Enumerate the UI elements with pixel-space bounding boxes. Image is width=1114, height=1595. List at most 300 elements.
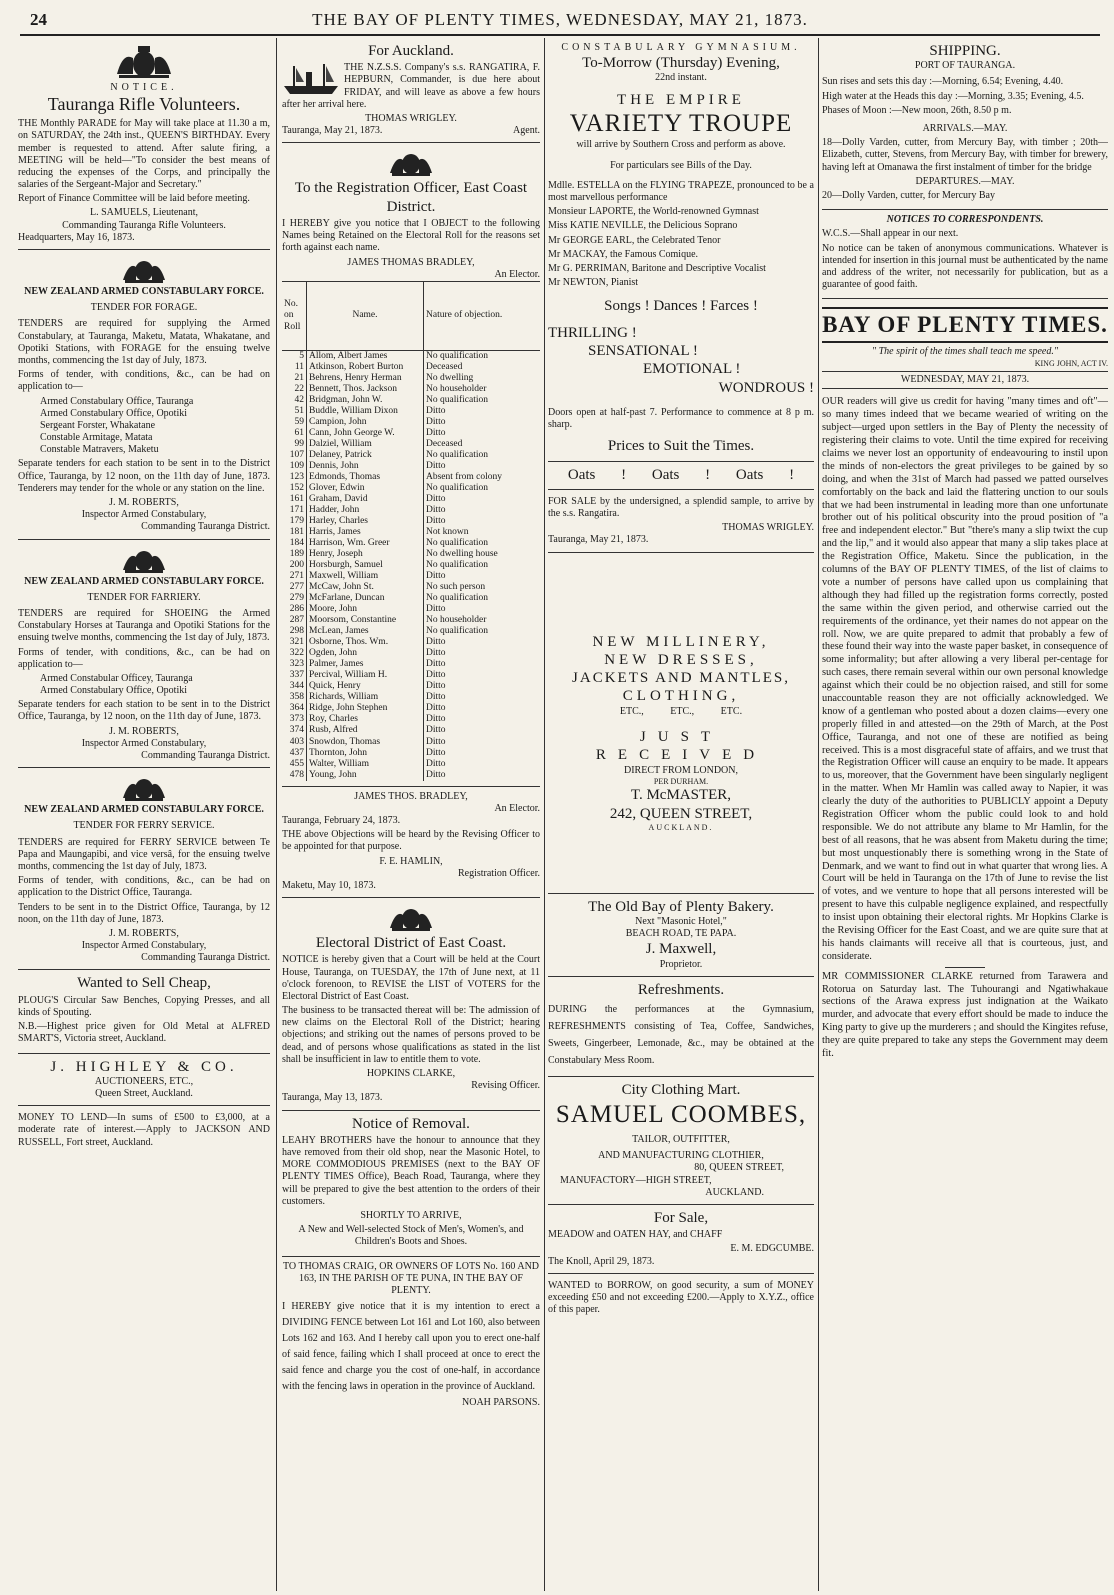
bakery-name: J. Maxwell, [645,941,717,958]
forsale-signer: E. M. EDGCUMBE. [730,1243,814,1255]
sell-heading: Wanted to Sell Cheap, [77,975,211,992]
forage-list-item: Armed Constabulary Office, Tauranga [40,395,194,407]
table-row [282,549,540,560]
bakery-road: BEACH ROAD, TE PAPA. [625,928,737,940]
oats-date: Tauranga, May 21, 1873. [548,534,649,546]
elector-name: Buddle, William Dixon [307,406,424,417]
forage-signer: J. M. ROBERTS, [109,497,179,509]
objection: Ditto [426,648,446,659]
table-row [282,615,540,626]
forage-forms: Forms of tender, with conditions, &c., can be had on application to— [18,369,270,393]
gym-heading: CONSTABULARY GYMNASIUM. [561,42,801,53]
forage-list-item: Sergeant Forster, Whakatane [40,419,156,431]
elector-name: Behrens, Henry Herman [307,373,424,384]
forage-sub: TENDER FOR FORAGE. [90,302,198,314]
hamlin-date: Maketu, May 10, 1873. [282,879,376,891]
roll-number: 109 [282,461,307,472]
gym-sensational: SENSATIONAL ! [588,342,698,359]
registration-heading: To the Registration Officer, East Coast District. [294,180,528,215]
roll-number: 11 [282,362,307,373]
rifle-heading: Tauranga Rifle Volunteers. [47,94,241,115]
objection: Ditto [426,703,446,714]
table-row [282,737,540,748]
farriery-tender [18,540,270,769]
roll-number: 123 [282,472,307,483]
bakery-ad [548,894,814,977]
crest-icon [119,546,169,574]
objection: No qualification [426,538,488,549]
craig-heading: TO THOMAS CRAIG, OR OWNERS OF LOTS No. 160 AND 163, IN THE PARISH OF TE PUNA, IN THE BAY OF PLENTY. [282,1260,540,1296]
editorial-paragraph: MR COMMISSIONER CLARKE returned from Tarawera and Rotorua on Saturday last. The Tuhourangi and Ngatiwhakaue sections of the Arawa express just indignation at the Waikato murder, and advocate that every effort should be made to induce the King party to give up the murderers ; and should the Kingites refuse, they are quite prepared to take any steps the Government may deem fit. [822,970,1108,1059]
ferry-signer: J. M. ROBERTS, [109,927,179,939]
roll-number: 374 [282,725,307,736]
crest-icon [386,149,436,177]
roll-number: 358 [282,692,307,703]
column-4 [822,38,1108,1591]
ferry-signer-t2: Commanding Tauranga District. [141,952,270,964]
col-no-header: No. on Roll [282,281,307,350]
registration-notice [282,143,540,786]
editorial-paragraph: OUR readers will give us credit for having "many times and oft"—so many times indeed that we became wearied of writing on the subject—urged upon settlers in the Bay of Plenty the necessity of registering their claims to vote. Until the time expired for receiving claims we never lost an opportunity of endeavouring to instil upon the minds of non-electors the great privileges to be gained by so doing, and when the 31st of March had passed we patted ourselves comfortably on the back and laid the flattering unction to our souls that we had been instrumental in leading more than one unfortunate brother out of his political obscurity into the proud position of "a free and independent elector." But "there's many a slip twixt the cup and the lip," and it would also appear that many a slip takes place at the Registration Office, Maketu. Since the publication, in the columns of the BAY OF PLENTY TIMES, of the list of claims to vote a number of persons have called upon us complaining that although they had filled up the registration forms correctly, posted the same within the given period, and otherwise carried out the requirements of the ordinance, yet their names do not appear on the roll. Now, we are quite prepared to admit that probably a few of these found their way into the waste paper basket, in consequence of some informality; but after allowing a very liberal per-centage for such cases, there remain several within our own personal knowledge against which their could be no objection raised, and still for some unaccountable reason they are not officially acknowledged. We know of a gentleman who posted about a dozen claims—every one properly filled in and attested—on the 29th of March, at the Post Office, Tauranga, and not one of these are notified as being received. This is a most disgraceful state of affairs, and we trust that the Registration Officer will cause an enquiry to be made. It appears to us, moreover, that the Government have been singularly negligent in the matter. When Mr Hamlin was called away to Napier, it was clearly the duty of the authorities to PUBLICLY appoint a Deputy Registration Officer whom the public could look to and hold responsible. We do not attribute any blame to Mr Hamlin, for the best of all reasons, that he was absent from Maketu during the time; but most unquestionably there is something wrong in the State of Denmark, and we want to find out in what quarter that wrong lies. A Court will be held in Tauranga on the 17th of June to revise the list of votes, and we venture to hope that all persons interested will be present to have this culpable negligence explained, and respectfully to insist upon obtaining their electoral rights. Mr Hopkins Clarke is the Revising Officer for the East Coast, and we are quite sure that at his hands claimants will receive all that is courteous, just, and considerate. [822,396,1108,962]
roll-number: 344 [282,681,307,692]
column-2 [282,38,540,1591]
removal-heading: Notice of Removal. [352,1115,470,1132]
table-row [282,439,540,450]
table-row [282,538,540,549]
clothing-city: AUCKLAND. [705,1186,764,1198]
elector-name: Roy, Charles [307,714,424,725]
elector-name: Ogden, John [307,648,424,659]
objection: No qualification [426,593,488,604]
clothing-addr2: MANUFACTORY—HIGH STREET, [560,1174,712,1186]
roll-number: 298 [282,626,307,637]
forage-tender [18,250,270,540]
farriery-separate: Separate tenders for each station to be sent in to the District Office, Tauranga, by 12 noon, on the 11th day of June, 1873. [18,699,270,723]
corr-heading: NOTICES TO CORRESPONDENTS. [886,214,1044,226]
objection: Ditto [426,736,446,747]
refresh-body: DURING the performances at the Gymnasium, REFRESHMENTS consisting of Tea, Coffee, Sandwiches, Sweets, Gingerbeer, Lemonade, &c., may be obtained at the Constabulary Mess Room. [548,1004,814,1067]
page-header [20,4,1100,36]
millinery-l2: NEW DRESSES, [604,651,758,668]
objection: Ditto [426,637,446,648]
objection: No householder [426,615,487,626]
auckland-body: THE N.Z.S.S. Company's s.s. RANGATIRA, F. HEPBURN, Commander, is due here about FRIDAY, and will leave as above a few hours after her arrival here. [282,62,540,110]
elector-name: Harris, James [307,527,424,538]
masthead [822,299,1108,394]
table-row [282,362,540,373]
table-row [282,593,540,604]
forage-list-item: Constable Armitage, Matata [40,432,153,444]
table-row [282,516,540,527]
table-row [282,505,540,516]
column-rule [544,38,545,1591]
divider [945,967,985,968]
roll-number: 322 [282,648,307,659]
objection: No dwelling house [426,549,498,560]
elector-name: Graham, David [307,494,424,505]
oats-ad [548,462,814,490]
objection: Ditto [426,714,446,725]
ferry-heading: NEW ZEALAND ARMED CONSTABULARY FORCE. [24,804,264,816]
newspaper-title: THE BAY OF PLENTY TIMES, WEDNESDAY, MAY 21, 1873. [312,10,808,29]
roll-number: 179 [282,516,307,527]
roll-number: 287 [282,615,307,626]
elector-name: Henry, Joseph [307,549,424,560]
gym-prices: Prices to Suit the Times. [607,438,755,455]
objection-table-body [282,350,540,780]
forage-list-item: Constable Matravers, Maketu [40,444,159,456]
roll-number: 277 [282,582,307,593]
elector-name: Bridgman, John W. [307,395,424,406]
elector-name: Glover, Edwin [307,483,424,494]
forage-list-item: Armed Constabulary Office, Opotiki [40,407,188,419]
electoral-date: Tauranga, May 13, 1873. [282,1092,383,1104]
oats-heading: Oats ! Oats ! Oats ! [567,466,795,483]
bradley-date: Tauranga, February 24, 1873. [282,814,401,826]
objection: No qualification [426,483,488,494]
elector-name: Snowdon, Thomas [307,737,424,748]
objection: Ditto [426,604,446,615]
rifle-dateline: Headquarters, May 16, 1873. [18,231,135,243]
corr-body: No notice can be taken of anonymous communications. Whatever is intended for insertion in this journal must be authenticated by the name and address of the writer, not necessarily for publication, but as a guarantee of good faith. [822,242,1108,291]
clothing-ad [548,1077,814,1205]
clothing-heading: City Clothing Mart. [621,1082,741,1099]
table-row [282,582,540,593]
table-row [282,472,540,483]
table-row [282,450,540,461]
elector-name: Dennis, John [307,461,424,472]
elector-name: Dalziel, William [307,439,424,450]
performer: Monsieur LAPORTE, the World-renowned Gymnast [548,206,759,218]
fence-notice [282,1257,540,1415]
table-row [282,748,540,759]
ferry-tender [18,768,270,970]
removal-arrive: SHORTLY TO ARRIVE, [360,1210,462,1222]
objection: No householder [426,384,487,394]
removal-notice [282,1111,540,1257]
electoral-notice [282,898,540,1111]
electoral-signer: HOPKINS CLARKE, [366,1068,456,1080]
performer: Mr G. PERRIMAN, Baritone and Descriptive Vocalist [548,262,766,274]
farriery-forms: Forms of tender, with conditions, &c., can be had on application to— [18,646,270,670]
gym-particulars: For particulars see Bills of the Day. [610,159,752,171]
roll-number: 5 [282,350,307,362]
highley-name: J. HIGHLEY & CO. [50,1058,238,1075]
farriery-list-item: Armed Constabulary Office, Opotiki [40,685,188,697]
for-sale-ad [548,1205,814,1274]
objection: No qualification [426,626,488,637]
registration-role: An Elector. [494,268,540,280]
elector-name: Atkinson, Robert Burton [307,362,424,373]
elector-name: Allom, Albert James [307,350,424,362]
table-row [282,770,540,781]
craig-signer: NOAH PARSONS. [462,1397,540,1409]
royal-crest-icon [109,44,179,80]
performer: Mr MACKAY, the Famous Comique. [548,248,699,260]
objection: Ditto [426,505,446,516]
clothing-l2: AND MANUFACTURING CLOTHIER, [598,1150,764,1162]
gym-tomorrow: To-Morrow (Thursday) Evening, [582,55,780,72]
roll-number: 152 [282,483,307,494]
objection: Ditto [426,494,446,505]
millinery-l3: JACKETS AND MANTLES, [572,670,790,687]
column-1 [18,38,270,1591]
table-row [282,670,540,681]
elector-name: Delaney, Patrick [307,450,424,461]
roll-number: 21 [282,373,307,384]
objection: Ditto [426,692,446,703]
elector-name: Percival, William H. [307,670,424,681]
millinery-ad [548,553,814,894]
millinery-received: JUST RECEIVED [595,728,767,764]
table-row [282,395,540,406]
objection: Ditto [426,725,446,736]
millinery-city: AUCKLAND. [648,823,714,833]
roll-number: 171 [282,505,307,516]
roll-number: 59 [282,417,307,428]
bakery-role: Proprietor. [659,958,703,970]
electoral-role: Revising Officer. [471,1080,540,1092]
auckland-signer: THOMAS WRIGLEY. [365,113,457,125]
objection: Ditto [426,747,446,758]
shipping-arrivals-body: 18—Dolly Varden, cutter, from Mercury Bay, with timber ; 20th—Elizabeth, cutter, Stevens, from Mercury Bay, with timber for brewery, having left at Omanawa the first instalment of timber for the bridge [822,137,1108,173]
elector-name: Quick, Henry [307,681,424,692]
highley-ad [18,1054,270,1107]
roll-number: 478 [282,770,307,781]
roll-number: 61 [282,428,307,439]
elector-name: Bennett, Thos. Jackson [307,384,424,395]
ferry-signer-t1: Inspector Armed Constabulary, [81,940,207,952]
registration-signer: JAMES THOMAS BRADLEY, [347,256,475,268]
masthead-title: BAY OF PLENTY TIMES. [822,307,1108,343]
objection: Deceased [426,361,463,372]
rifle-volunteers-notice [18,38,270,250]
table-row [282,527,540,538]
gym-songs: Songs ! Dances ! Farces ! [604,298,758,315]
correspondents-section [822,210,1108,299]
objection: Ditto [426,461,446,472]
objection: Ditto [426,571,446,582]
table-row [282,483,540,494]
elector-name: Harrison, Wm. Greer [307,538,424,549]
ferry-forms: Forms of tender, with conditions, &c., can be had on application to the District Office, Tauranga. [18,875,270,899]
millinery-direct: DIRECT FROM LONDON, [624,764,738,776]
table-row [282,350,540,362]
farriery-signer: J. M. ROBERTS, [109,725,179,737]
farriery-signer-t1: Inspector Armed Constabulary, [81,737,207,749]
table-row [282,428,540,439]
wanted-body: WANTED to BORROW, on good security, a sum of MONEY exceeding £50 and not exceeding £200.—Apply to X.Y.Z., office of this paper. [548,1279,814,1316]
elector-name: Thornton, John [307,748,424,759]
table-row [282,637,540,648]
rifle-signer: L. SAMUELS, Lieutenant, [89,207,199,219]
electoral-body: NOTICE is hereby given that a Court will be held at the Court House, Tauranga, on TUESDAY, the 17th of June next, at 11 o'clock forenoon, to REVISE the LIST of VOTERS for the Electoral District of East Coast. [282,954,540,1002]
roll-number: 437 [282,748,307,759]
oats-signer: THOMAS WRIGLEY. [722,522,814,534]
objection: Ditto [426,428,446,439]
wanted-to-borrow [548,1274,814,1324]
refreshments-ad [548,977,814,1077]
objection: Ditto [426,417,446,428]
roll-number: 403 [282,737,307,748]
roll-number: 321 [282,637,307,648]
objection: Not known [426,527,469,538]
elector-name: Palmer, James [307,659,424,670]
auckland-place: Tauranga, May 21, 1873. [282,125,383,137]
shipping-section [822,38,1108,210]
elector-name: Horsburgh, Samuel [307,560,424,571]
forage-signer-t2: Commanding Tauranga District. [141,521,270,533]
objection: Ditto [426,670,446,681]
elector-name: Moorsom, Constantine [307,615,424,626]
roll-number: 455 [282,759,307,770]
electoral-body2: The business to be transacted thereat will be: The admission of new claims on the Electoral Roll of the District; hearing objections; and striking out the names of persons proved to be dead, and of persons whose qualifications as stated in the list shall be insufficient in law to entitle them to vote. [282,1005,540,1065]
editorial [822,396,1108,1060]
table-header-row [282,281,540,350]
gym-thrilling: THRILLING ! [548,324,637,341]
roll-number: 51 [282,406,307,417]
gym-date: 22nd instant. [655,72,707,84]
gymnasium-ad [548,38,814,462]
oats-body: FOR SALE by the undersigned, a splendid sample, to arrive by the s.s. Rangatira. [548,495,814,519]
elector-name: Hadder, John [307,505,424,516]
rifle-signer-title: Commanding Tauranga Rifle Volunteers. [62,219,226,231]
table-row [282,703,540,714]
masthead-attribution: KING JOHN, ACT IV. [1034,358,1108,368]
roll-number: 337 [282,670,307,681]
table-row [282,725,540,736]
crest-icon [119,256,169,284]
column-3 [548,38,814,1591]
objection: Ditto [426,406,446,417]
elector-name: Harley, Charles [307,516,424,527]
table-row [282,560,540,571]
clothing-name: SAMUEL COOMBES, [555,1100,807,1128]
table-row [282,714,540,725]
crest-icon [386,904,436,932]
elector-name: Moore, John [307,604,424,615]
corr-wcs: W.C.S.—Shall appear in our next. [822,228,959,240]
roll-number: 99 [282,439,307,450]
column-rule [818,38,819,1591]
gym-wondrous: WONDROUS ! [718,379,814,396]
elector-name: McCaw, John St. [307,582,424,593]
money-to-lend [18,1106,270,1156]
millinery-per: PER DURHAM. [653,776,709,786]
ferry-tenders: Tenders to be sent in to the District Office, Tauranga, by 12 noon, on the 11th day of June, 1873. [18,901,270,925]
elector-name: Walter, William [307,759,424,770]
objection: Ditto [426,681,446,692]
millinery-l5: ETC., ETC., ETC. [619,705,743,717]
farriery-signer-t2: Commanding Tauranga District. [141,750,270,762]
objection-table [282,281,540,781]
forage-body: TENDERS are required for supplying the Armed Constabulary, at Tauranga, Maketu, Matata, Whakatane, and Opotiki Stations, with FORAGE for the ensuing twelve months, commencing the 1st day of July, 1873. [18,318,270,366]
col-objection-header: Nature of objection. [424,281,541,350]
notice-label: NOTICE. [110,82,178,93]
objection-hearing [282,787,540,899]
roll-number: 107 [282,450,307,461]
table-row [282,384,540,395]
shipping-heading: SHIPPING. [929,43,1001,59]
refresh-heading: Refreshments. [637,981,725,998]
bradley-role: An Elector. [494,802,540,814]
farriery-heading: NEW ZEALAND ARMED CONSTABULARY FORCE. [24,575,264,587]
farriery-list-item: Armed Constabular Officey, Tauranga [40,672,193,684]
table-row [282,604,540,615]
registration-body: I HEREBY give you notice that I OBJECT to the following Names being Retained on the Electoral Roll for the reasons set forth against each name. [282,218,540,254]
table-row [282,571,540,582]
objection: No qualification [426,395,488,406]
highley-line2: Queen Street, Auckland. [95,1087,193,1099]
shipping-departures-body: 20—Dolly Varden, cutter, for Mercury Bay [822,189,995,201]
objection: Absent from colony [426,472,502,483]
table-row [282,659,540,670]
forsale-body: MEADOW and OATEN HAY, and CHAFF [548,1229,723,1241]
elector-name: Campion, John [307,417,424,428]
masthead-motto: " The spirit of the times shall teach me speed." [871,346,1059,358]
clothing-l1: TAILOR, OUTFITTER, [632,1134,730,1146]
objection: Ditto [426,659,446,670]
hearing-body: THE above Objections will be heard by the Revising Officer to be appointed for that purpose. [282,829,540,853]
column-rule [276,38,277,1591]
for-auckland-ad [282,38,540,143]
forsale-heading: For Sale, [653,1209,709,1226]
objection: No qualification [426,350,488,361]
shipping-water: High water at the Heads this day :—Morning, 3.35; Evening, 4.5. [822,90,1084,102]
roll-number: 373 [282,714,307,725]
roll-number: 323 [282,659,307,670]
steamship-icon [282,62,340,96]
roll-number: 184 [282,538,307,549]
bakery-heading: The Old Bay of Plenty Bakery. [588,898,774,915]
elector-name: Ridge, John Stephen [307,703,424,714]
crest-icon [119,774,169,802]
roll-number: 181 [282,527,307,538]
table-row [282,406,540,417]
forage-signer-t1: Inspector Armed Constabulary, [81,509,207,521]
roll-number: 286 [282,604,307,615]
shipping-moon: Phases of Moon :—New moon, 26th, 8.50 p m. [822,104,1012,116]
bradley-signer: JAMES THOS. BRADLEY, [354,790,468,802]
roll-number: 364 [282,703,307,714]
highley-line1: AUCTIONEERS, ETC., [94,1075,194,1087]
gym-arrive: will arrive by Southern Cross and perform as above. [576,139,786,151]
gym-troupe: VARIETY TROUPE [569,109,793,137]
money-body: MONEY TO LEND—In sums of £500 to £3,000, at a moderate rate of interest.—Apply to JACKSON AND RUSSELL, Fort street, Auckland. [18,1112,270,1148]
roll-number: 42 [282,395,307,406]
millinery-addr: 242, QUEEN STREET, [609,805,753,822]
roll-number: 271 [282,571,307,582]
elector-name: Rusb, Alfred [307,725,424,736]
roll-number: 22 [282,384,307,395]
performer: Mdlle. ESTELLA on the FLYING TRAPEZE, pronounced to be a most marvellous performance [548,179,814,204]
table-row [282,626,540,637]
table-row [282,681,540,692]
table-row [282,692,540,703]
removal-arrive-body: A New and Well-selected Stock of Men's, Women's, and Children's Boots and Shoes. [298,1224,524,1248]
roll-number: 189 [282,549,307,560]
sell-nb: N.B.—Highest price given for Old Metal at ALFRED SMART'S, Victoria street, Auckland. [18,1021,270,1045]
table-row [282,373,540,384]
objection: No qualification [426,560,488,571]
craig-body: I HEREBY give notice that it is my intention to erect a DIVIDING FENCE between Lot 161 and Lot 160, also between Lots 162 and 163. And I hereby call upon you to erect one-half of said fence, failing which I shall proceed at once to erect the said fence and charge you the cost of one-half, in accordance with the fencing laws in operation in the province of Auckland. [282,1301,540,1393]
roll-number: 161 [282,494,307,505]
shipping-sun: Sun rises and sets this day :—Morning, 6.54; Evening, 4.40. [822,76,1064,88]
gym-doors: Doors open at half-past 7. Performance to commence at 8 p m. sharp. [548,406,814,431]
roll-number: 200 [282,560,307,571]
elector-name: McLean, James [307,626,424,637]
objection: No dwelling [426,372,474,383]
